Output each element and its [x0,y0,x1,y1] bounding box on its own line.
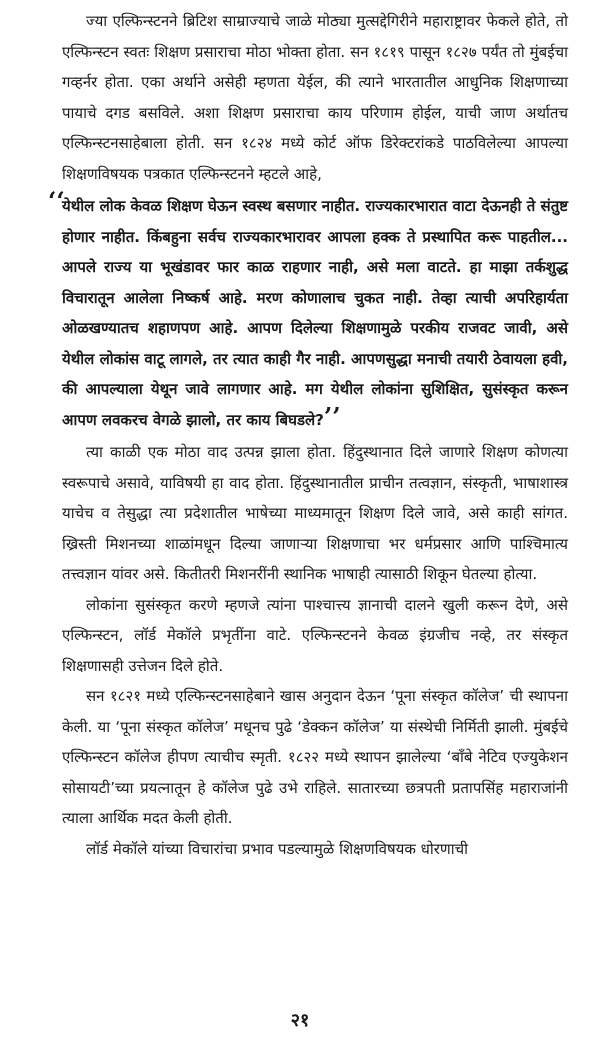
open-quote-mark: ‘‘ [48,186,65,215]
paragraph-4 [62,681,568,834]
paragraph-2 [62,437,568,590]
close-quote-mark: ’’ [323,401,341,431]
paragraph-4-text: सन १८२१ मध्ये एल्फिन्स्टनसाहेबाने खास अनुदान देऊन ‘पूना संस्कृत कॉलेज’ ची स्थापना केली. या ‘पूना संस्कृत कॉलेज’ मधूनच पुढे ‘डेक्कन कॉलेज’ या संस्थेची निर्मिती झाली. मुंबईचे एल्फिन्स्टन कॉलेज हीपण त्याचीच स्मृती. १८२२ मध्ये स्थापन झालेल्या ‘बाँबे नेटिव एज्युकेशन सोसायटी’च्या प्रयत्नातून हे कॉलेज पुढे उभे राहिले. सातारच्या छत्रपती प्रतापसिंह महाराजांनी त्याला आर्थिक मदत केली होती. [62,687,568,827]
paragraph-5 [62,834,568,865]
paragraph-3-text: लोकांना सुसंस्कृत करणे म्हणजे त्यांना पाश्चात्त्य ज्ञानाची दालने खुली करून देणे, असे एल्फिन्स्टन, लॉर्ड मेकॉले प्रभृतींना वाटे. एल्फिन्स्टनने केवळ इंग्रजीच नव्हे, तर संस्कृत शिक्षणासही उत्तेजन दिले होते. [62,595,568,675]
paragraph-1 [62,6,568,189]
block-quote-text: येथील लोक केवळ शिक्षण घेऊन स्वस्थ बसणार नाहीत. राज्यकारभारात वाटा देऊनही ते संतुष्ट होणार नाहीत. किंबहुना सर्वच राज्यकारभारावर आपला हक्क ते प्रस्थापित करू पाहतील... आपले राज्य या भूखंडावर फार काळ राहणार नाही, असे मला वाटते. हा माझा तर्कशुद्ध विचारातून आलेला निष्कर्ष आहे. मरण कोणालाच चुकत नाही. तेव्हा त्याची अपरिहार्यता ओळखण्यातच शहाणपण आहे. आपण दिलेल्या शिक्षणामुळे परकीय राजवट जावी, असे येथील लोकांस वाटू लागले, तर त्यात काही गैर नाही. आपणसुद्धा मनाची तयारी ठेवायला हवी, की आपल्याला येथून जावे लागणार आहे. मग येथील लोकांना सुशिक्षित, सुसंस्कृत करून आपण लवकरच वेगळे झालो, तर काय बिघडले? [62,197,568,429]
paragraph-1-text: ज्या एल्फिन्स्टनने ब्रिटिश साम्राज्याचे जाळे मोठ्या मुत्सद्देगिरीने महाराष्ट्रावर फेकले होते, तो एल्फिन्स्टन स्वतः शिक्षण प्रसाराचा मोठा भोक्ता होता. सन १८१९ पासून १८२७ पर्यंत तो मुंबईचा गव्हर्नर होता. एका अर्थाने असेही म्हणता येईल, की त्याने भारतातील आधुनिक शिक्षणाच्या पायाचे दगड बसविले. अशा शिक्षण प्रसाराचा काय परिणाम होईल, याची जाण अर्थातच एल्फिन्स्टनसाहेबाला होती. सन १८२४ मध्ये कोर्ट ऑफ डिरेक्टरांकडे पाठविलेल्या आपल्या शिक्षणविषयक पत्रकात एल्फिन्स्टनने म्हटले आहे, [62,12,568,183]
paragraph-5-text: लॉर्ड मेकॉले यांच्या विचारांचा प्रभाव पडल्यामुळे शिक्षणविषयक धोरणाची [86,839,469,858]
block-quote [48,186,568,435]
paragraph-3 [62,590,568,682]
paragraph-2-text: त्या काळी एक मोठा वाद उत्पन्न झाला होता. हिंदुस्थानात दिले जाणारे शिक्षण कोणत्या स्वरूपाचे असावे, याविषयी हा वाद होता. हिंदुस्थानातील प्राचीन तत्वज्ञान, संस्कृती, भाषाशास्त्र याचेच व तेसुद्धा त्या प्रदेशातील भाषेच्या माध्यमातून शिक्षण दिले जावे, असे काही सांगत. ख्रिस्ती मिशनच्या शाळांमधून दिल्या जाणाऱ्या शिक्षणाचा भर धर्मप्रसार आणि पाश्चिमात्य तत्त्वज्ञान यांवर असे. कितीतरी मिशनरींनी स्थानिक भाषाही त्यासाठी शिकून घेतल्या होत्या. [62,443,568,583]
page-number: २१ [290,1010,310,1031]
